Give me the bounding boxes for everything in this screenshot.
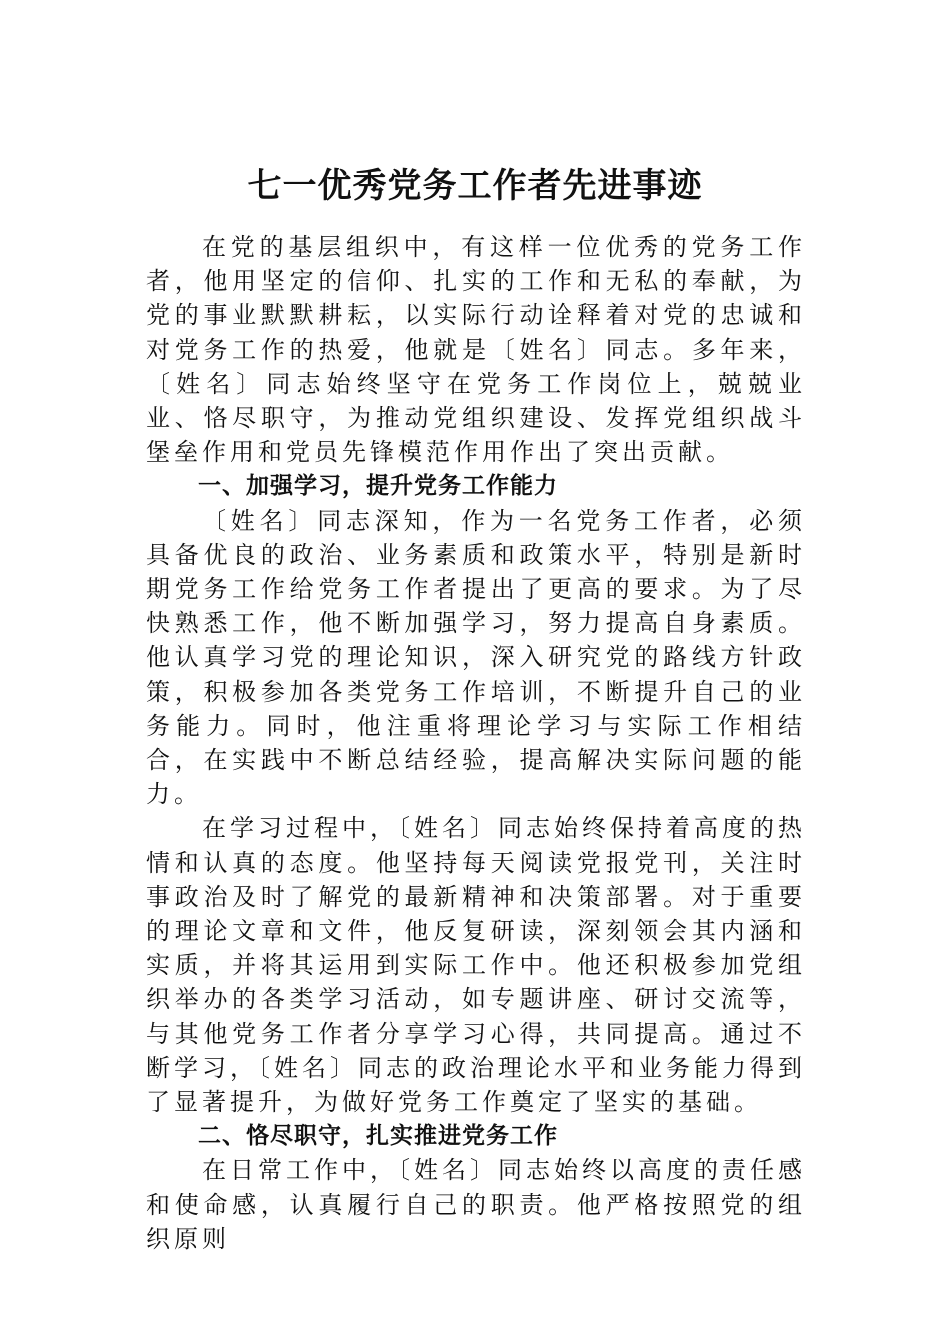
section-1-paragraph-2: 在学习过程中，〔姓名〕同志始终保持着高度的热情和认真的态度。他坚持每天阅读党报党刊，关注时事政治及时了解党的最新精神和决策部署。对于重要的理论文章和文件，他反复研读，深刻领会其内涵和实质，并将其运用到实际工作中。他还积极参加党组织举办的各类学习活动，如专题讲座、研讨交流等，与其他党务工作者分享学习心得，共同提高。通过不断学习，〔姓名〕同志的政治理论水平和业务能力得到了显著提升，为做好党务工作奠定了坚实的基础。 (146, 814, 806, 1117)
section-1-paragraph-1: 〔姓名〕同志深知，作为一名党务工作者，必须具备优良的政治、业务素质和政策水平，特别是新时期党务工作给党务工作者提出了更高的要求。为了尽快熟悉工作，他不断加强学习，努力提高自身素质。他认真学习党的理论知识，深入研究党的路线方针政策，积极参加各类党务工作培训，不断提升自己的业务能力。同时，他注重将理论学习与实际工作相结合，在实践中不断总结经验，提高解决实际问题的能力。 (146, 506, 806, 809)
document-title: 七一优秀党务工作者先进事迹 (247, 166, 703, 206)
document-body (146, 230, 806, 1256)
section-heading-2: 二、恪尽职守，扎实推进党务工作 (198, 1123, 558, 1150)
intro-paragraph: 在党的基层组织中，有这样一位优秀的党务工作者，他用坚定的信仰、扎实的工作和无私的奉献，为党的事业默默耕耘，以实际行动诠释着对党的忠诚和对党务工作的热爱，他就是〔姓名〕同志。多年来，〔姓名〕同志始终坚守在党务工作岗位上，兢兢业业、恪尽职守，为推动党组织建设、发挥党组织战斗堡垒作用和党员先锋模范作用作出了突出贡献。 (146, 233, 806, 467)
section-heading-1: 一、加强学习，提升党务工作能力 (198, 473, 558, 500)
section-2-paragraph-1: 在日常工作中，〔姓名〕同志始终以高度的责任感和使命感，认真履行自己的职责。他严格按照党的组织原则 (146, 1156, 806, 1253)
